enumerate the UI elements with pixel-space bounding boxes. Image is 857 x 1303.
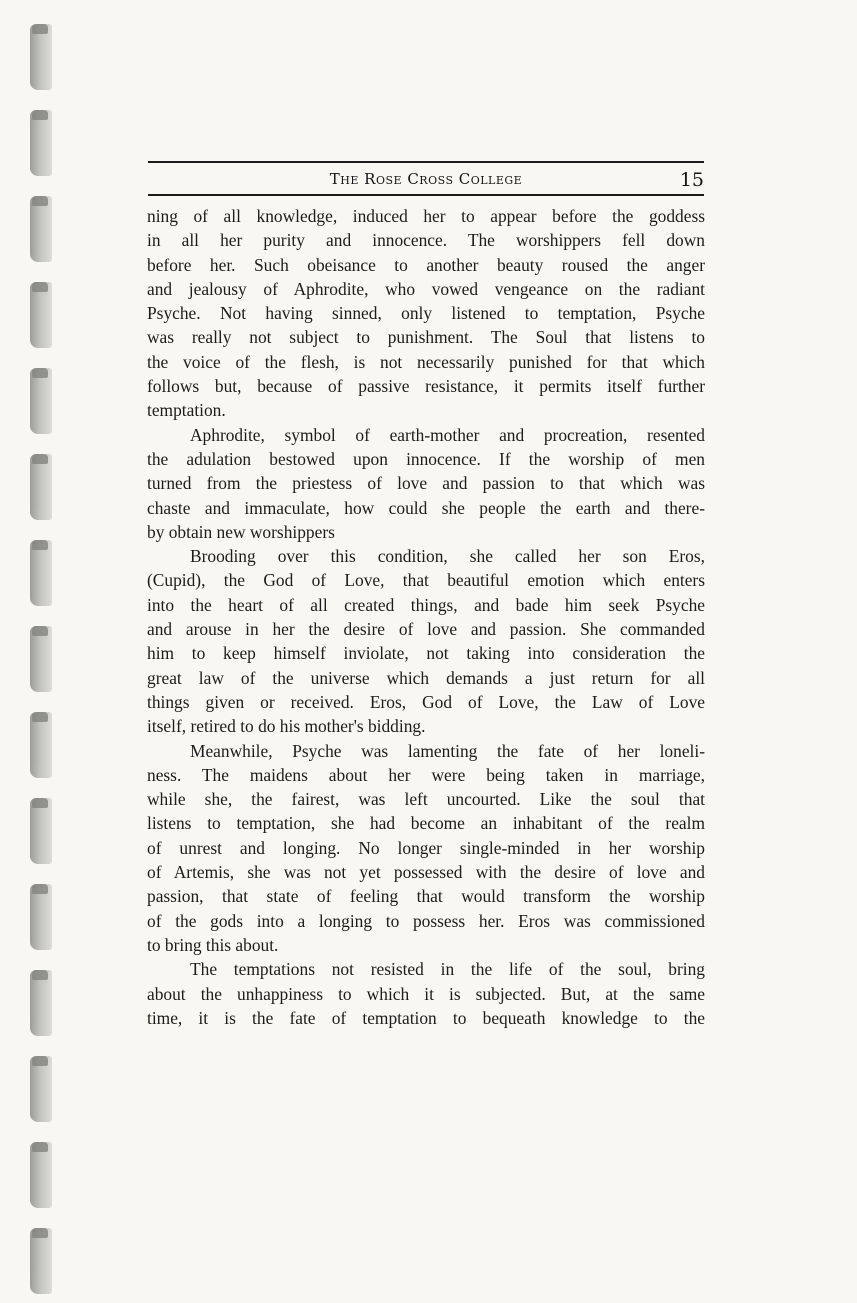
text-line: and jealousy of Aphrodite, who vowed vengeance on the radiant [147,278,705,299]
text-line: of Artemis, she was not yet possessed with the desire of love and [147,862,705,883]
header-rule-top [148,161,704,163]
text-line: itself, retired to do his mother's bidding. [147,716,426,737]
binding-hole [30,540,52,606]
text-line: The temptations not resisted in the life of the soul, bring [190,959,705,980]
text-line: to bring this about. [147,934,279,955]
text-line: Aphrodite, symbol of earth-mother and procreation, resented [190,424,705,445]
text-line: passion, that state of feeling that would transform the worship [147,886,705,907]
text-line: ness. The maidens about her were being taken in marriage, [147,764,705,785]
text-line: chaste and immaculate, how could she people the earth and there- [147,497,705,518]
running-header [148,161,704,201]
binding-hole [30,798,52,864]
text-line: the voice of the flesh, is not necessarily punished for that which [147,351,705,372]
text-line: Meanwhile, Psyche was lamenting the fate of her loneli- [190,740,705,761]
text-line: by obtain new worshippers [147,521,335,542]
binding-hole [30,110,52,176]
text-line: temptation. [147,400,226,421]
text-line: before her. Such obeisance to another beauty roused the anger [147,254,705,275]
binding-hole [30,1056,52,1122]
binding-hole [30,1142,52,1208]
binding-hole [30,368,52,434]
text-line: and arouse in her the desire of love and passion. She commanded [147,619,705,640]
text-line: into the heart of all created things, and bade him seek Psyche [147,594,705,615]
running-title: The Rose Cross College [329,170,523,188]
binding-hole [30,1228,52,1294]
binding-hole [30,626,52,692]
page-number: 15 [679,169,704,191]
text-line: time, it is the fate of temptation to bequeath knowledge to the [147,1007,705,1028]
binding-holes [30,0,80,1303]
binding-hole [30,712,52,778]
text-line: in all her purity and innocence. The worshippers fell down [147,230,705,251]
body-text [147,204,705,1030]
binding-hole [30,196,52,262]
text-line: ning of all knowledge, induced her to appear before the goddess [147,206,705,226]
binding-hole [30,454,52,520]
binding-hole [30,282,52,348]
text-line: Psyche. Not having sinned, only listened to temptation, Psyche [147,303,705,324]
text-line: great law of the universe which demands a just return for all [147,667,705,688]
text-line: while she, the fairest, was left uncourted. Like the soul that [147,789,705,810]
binding-hole [30,24,52,90]
text-line: listens to temptation, she had become an inhabitant of the realm [147,813,705,834]
binding-hole [30,970,52,1036]
text-line: follows but, because of passive resistance, it permits itself further [147,376,705,397]
binding-hole [30,884,52,950]
text-line: was really not subject to punishment. The Soul that listens to [147,327,705,348]
text-line: him to keep himself inviolate, not taking into consideration the [147,643,705,664]
text-line: (Cupid), the God of Love, that beautiful emotion which enters [147,570,705,591]
text-line: of unrest and longing. No longer single-minded in her worship [147,837,705,858]
text-line: turned from the priestess of love and passion to that which was [147,473,705,494]
text-line: about the unhappiness to which it is subjected. But, at the same [147,983,705,1004]
text-line: the adulation bestowed upon innocence. If the worship of men [147,448,705,469]
header-rule-bottom [148,194,704,196]
text-line: Brooding over this condition, she called her son Eros, [190,546,705,567]
text-line: of the gods into a longing to possess her. Eros was commissioned [147,910,705,931]
text-line: things given or received. Eros, God of Love, the Law of Love [147,691,705,712]
